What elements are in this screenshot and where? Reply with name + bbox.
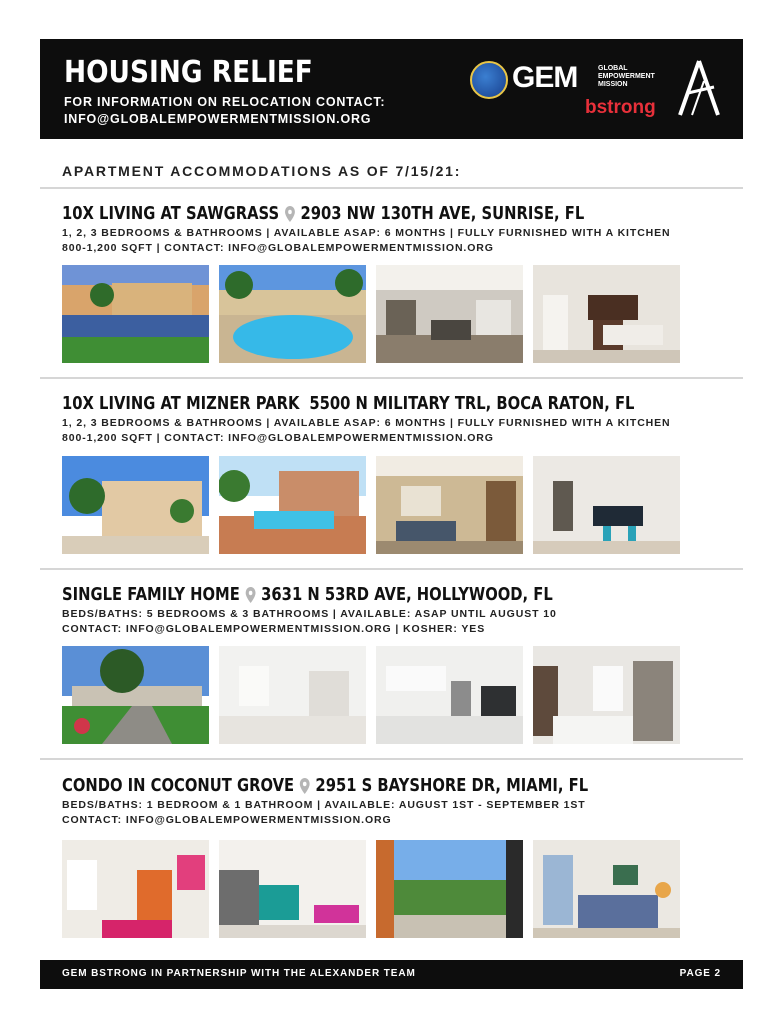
page-number: PAGE 2 [679, 968, 721, 979]
listing-address: 2951 S BAYSHORE DR, MIAMI, FL [315, 775, 589, 796]
listing-name: CONDO IN COCONUT GROVE [62, 775, 295, 796]
alexander-team-logo [674, 57, 724, 121]
photo-kitchen[interactable] [219, 840, 366, 938]
photo-kitchen[interactable] [376, 646, 523, 744]
listing-details: 1, 2, 3 BEDROOMS & BATHROOMS | AVAILABLE ASAP: 6 MONTHS | FULLY FURNISHED WITH A KITCHEN [62, 227, 671, 239]
photo-living-area[interactable] [219, 646, 366, 744]
header-banner [40, 39, 743, 139]
globe-icon [470, 61, 508, 99]
listing-coconut-grove [62, 775, 732, 826]
photo-row-coconut-grove [62, 840, 682, 938]
photo-bedroom[interactable] [533, 840, 680, 938]
photo-row-sawgrass [62, 265, 682, 363]
location-pin-icon [299, 777, 310, 795]
listing-details: BEDS/BATHS: 5 BEDROOMS & 3 BATHROOMS | AVAILABLE: ASAP UNTIL AUGUST 10 [62, 608, 557, 620]
photo-exterior[interactable] [62, 456, 209, 554]
photo-balcony-view[interactable] [376, 840, 523, 938]
location-pin-icon [284, 205, 295, 223]
listing-mizner-park [62, 393, 732, 444]
photo-kitchen[interactable] [533, 265, 680, 363]
photo-pool[interactable] [219, 456, 366, 554]
photo-bathroom[interactable] [533, 646, 680, 744]
divider [40, 568, 743, 570]
listing-details: 1, 2, 3 BEDROOMS & BATHROOMS | AVAILABLE ASAP: 6 MONTHS | FULLY FURNISHED WITH A KITCHEN [62, 417, 671, 429]
page-title: HOUSING RELIEF [64, 55, 313, 90]
listing-address: 2903 NW 130TH AVE, SUNRISE, FL [300, 203, 585, 224]
gem-wordmark: GEM [512, 61, 578, 94]
listing-name: 10X LIVING AT MIZNER PARK [62, 393, 300, 414]
listing-title [62, 775, 611, 796]
listing-address: 3631 N 53RD AVE, HOLLYWOOD, FL [261, 584, 553, 605]
listing-contact: 800-1,200 SQFT | CONTACT: INFO@GLOBALEMPOWERMENTMISSION.ORG [62, 432, 494, 444]
gem-tagline: GLOBAL EMPOWERMENT MISSION [598, 65, 655, 88]
contact-prompt: FOR INFORMATION ON RELOCATION CONTACT: [64, 95, 386, 109]
divider [40, 377, 743, 379]
section-heading: APARTMENT ACCOMMODATIONS AS OF 7/15/21: [62, 163, 462, 179]
bstrong-wordmark: bstrong [585, 97, 656, 118]
footer-credit: GEM BSTRONG IN PARTNERSHIP WITH THE ALEXANDER TEAM [62, 968, 416, 979]
listing-name: SINGLE FAMILY HOME [62, 584, 240, 605]
listing-sawgrass [62, 203, 732, 254]
listing-details: BEDS/BATHS: 1 BEDROOM & 1 BATHROOM | AVAILABLE: AUGUST 1ST - SEPTEMBER 1ST [62, 799, 586, 811]
photo-living-room[interactable] [376, 456, 523, 554]
listing-address: 5500 N MILITARY TRL, BOCA RATON, FL [309, 393, 635, 414]
listing-contact: 800-1,200 SQFT | CONTACT: INFO@GLOBALEMPOWERMENTMISSION.ORG [62, 242, 494, 254]
photo-pool[interactable] [219, 265, 366, 363]
photo-clubhouse[interactable] [376, 265, 523, 363]
photo-living-room[interactable] [62, 840, 209, 938]
listing-hollywood-home [62, 584, 732, 635]
listing-title [62, 203, 611, 224]
gem-bstrong-logo [470, 61, 670, 121]
location-pin-icon [245, 586, 256, 604]
photo-exterior[interactable] [62, 646, 209, 744]
photo-dining[interactable] [533, 456, 680, 554]
listing-contact: CONTACT: INFO@GLOBALEMPOWERMENTMISSION.ORG | KOSHER: YES [62, 623, 486, 635]
photo-exterior[interactable] [62, 265, 209, 363]
contact-email[interactable]: INFO@GLOBALEMPOWERMENTMISSION.ORG [64, 112, 372, 126]
footer-bar [40, 960, 743, 989]
photo-row-mizner-park [62, 456, 682, 554]
listing-contact: CONTACT: INFO@GLOBALEMPOWERMENTMISSION.ORG [62, 814, 392, 826]
listing-title [62, 584, 611, 605]
photo-row-hollywood-home [62, 646, 682, 744]
divider [40, 187, 743, 189]
divider [40, 758, 743, 760]
listing-title [62, 393, 635, 414]
listing-name: 10X LIVING AT SAWGRASS [62, 203, 280, 224]
